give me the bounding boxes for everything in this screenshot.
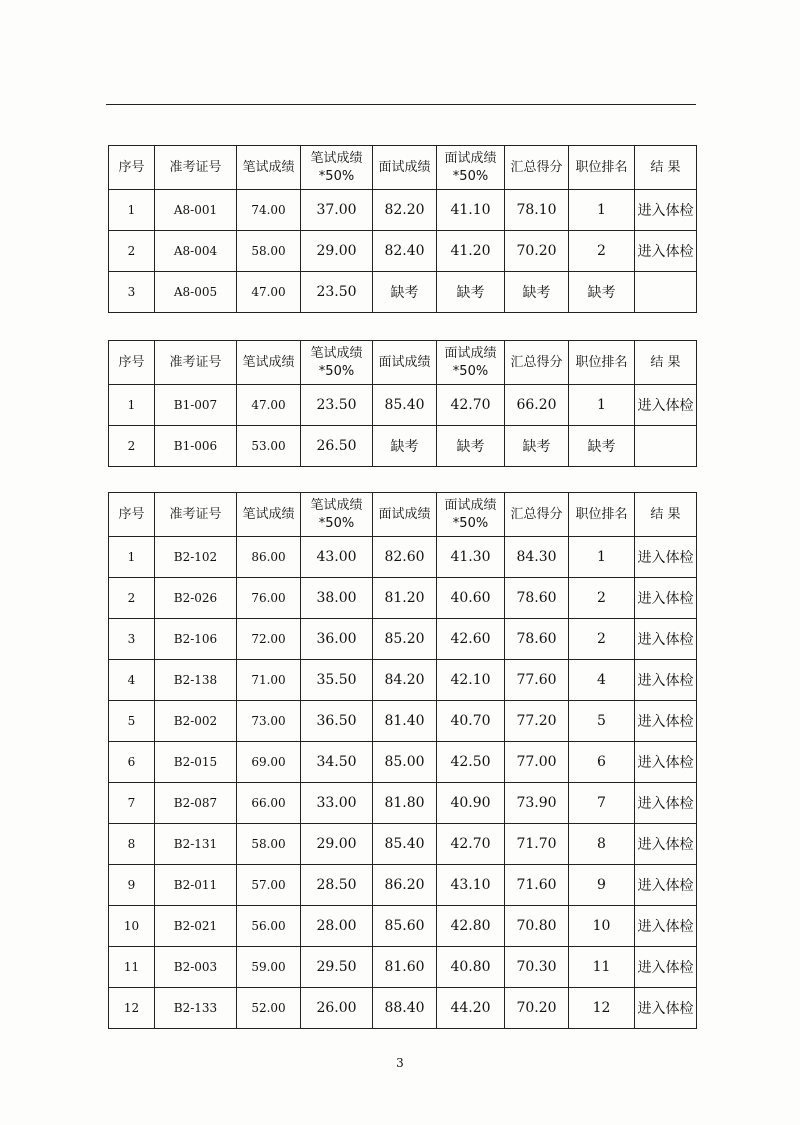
cell-seq: 3 <box>109 272 155 313</box>
cell-seq: 3 <box>109 619 155 660</box>
cell-seq: 1 <box>109 190 155 231</box>
cell-written-weighted: 37.00 <box>301 190 373 231</box>
cell-interview-weighted: 42.60 <box>437 619 505 660</box>
cell-written-score: 59.00 <box>237 947 301 988</box>
header-label: 面试成绩 <box>444 345 497 361</box>
cell-written-weighted: 26.00 <box>301 988 373 1029</box>
header-label: 笔试成绩 <box>310 345 363 361</box>
header-interview-score <box>373 493 437 537</box>
cell-written-score: 56.00 <box>237 906 301 947</box>
header-total-score <box>505 493 569 537</box>
header-row <box>109 146 697 190</box>
cell-written-weighted: 28.50 <box>301 865 373 906</box>
cell-seq: 1 <box>109 385 155 426</box>
header-written-score <box>237 493 301 537</box>
cell-seq: 4 <box>109 660 155 701</box>
table-row <box>109 231 697 272</box>
table-row <box>109 537 697 578</box>
table-row <box>109 783 697 824</box>
cell-total-score: 77.00 <box>505 742 569 783</box>
header-label: 准考证号 <box>169 159 222 175</box>
cell-exam-id: B2-021 <box>155 906 237 947</box>
header-label: 结 果 <box>650 159 681 175</box>
cell-rank: 1 <box>569 190 635 231</box>
header-label: 汇总得分 <box>510 506 563 522</box>
header-written-score <box>237 341 301 385</box>
header-total-score <box>505 146 569 190</box>
cell-written-score: 47.00 <box>237 272 301 313</box>
cell-written-score: 73.00 <box>237 701 301 742</box>
header-label: 面试成绩 <box>444 150 497 166</box>
table-row <box>109 906 697 947</box>
cell-result: 进入体检 <box>635 660 697 701</box>
cell-interview-score: 缺考 <box>373 426 437 467</box>
cell-interview-weighted: 40.60 <box>437 578 505 619</box>
header-label: 笔试成绩 <box>310 497 363 513</box>
header-label: 职位排名 <box>575 506 628 522</box>
cell-seq: 9 <box>109 865 155 906</box>
cell-interview-weighted: 41.20 <box>437 231 505 272</box>
cell-interview-score: 85.00 <box>373 742 437 783</box>
cell-interview-weighted: 42.70 <box>437 824 505 865</box>
cell-total-score: 70.20 <box>505 231 569 272</box>
header-written-weighted <box>301 146 373 190</box>
cell-total-score: 78.60 <box>505 619 569 660</box>
table-row <box>109 865 697 906</box>
cell-written-weighted: 28.00 <box>301 906 373 947</box>
cell-interview-weighted: 42.10 <box>437 660 505 701</box>
header-result <box>635 493 697 537</box>
cell-rank: 5 <box>569 701 635 742</box>
table-row <box>109 272 697 313</box>
cell-seq: 11 <box>109 947 155 988</box>
cell-rank: 1 <box>569 537 635 578</box>
cell-interview-score: 82.40 <box>373 231 437 272</box>
cell-result: 进入体检 <box>635 537 697 578</box>
header-exam-id <box>155 146 237 190</box>
header-rank <box>569 493 635 537</box>
cell-rank: 7 <box>569 783 635 824</box>
cell-result: 进入体检 <box>635 578 697 619</box>
cell-total-score: 73.90 <box>505 783 569 824</box>
header-seq <box>109 146 155 190</box>
header-written-weighted <box>301 341 373 385</box>
header-row <box>109 493 697 537</box>
cell-interview-score: 88.40 <box>373 988 437 1029</box>
cell-interview-score: 86.20 <box>373 865 437 906</box>
cell-seq: 1 <box>109 537 155 578</box>
cell-exam-id: B2-002 <box>155 701 237 742</box>
cell-written-score: 86.00 <box>237 537 301 578</box>
cell-interview-score: 85.20 <box>373 619 437 660</box>
table-row <box>109 824 697 865</box>
header-label-weight: *50% <box>452 168 489 184</box>
cell-written-weighted: 36.00 <box>301 619 373 660</box>
header-seq <box>109 493 155 537</box>
cell-interview-weighted: 41.30 <box>437 537 505 578</box>
cell-result <box>635 272 697 313</box>
header-label: 序号 <box>118 506 145 522</box>
cell-seq: 2 <box>109 231 155 272</box>
header-label: 笔试成绩 <box>310 150 363 166</box>
header-label: 汇总得分 <box>510 159 563 175</box>
cell-interview-weighted: 44.20 <box>437 988 505 1029</box>
cell-result <box>635 426 697 467</box>
table-row <box>109 578 697 619</box>
cell-exam-id: A8-004 <box>155 231 237 272</box>
cell-interview-score: 81.80 <box>373 783 437 824</box>
header-label: 结 果 <box>650 506 681 522</box>
cell-result: 进入体检 <box>635 865 697 906</box>
header-label: 职位排名 <box>575 354 628 370</box>
header-label: 笔试成绩 <box>242 159 295 175</box>
cell-interview-score: 84.20 <box>373 660 437 701</box>
cell-seq: 6 <box>109 742 155 783</box>
cell-interview-score: 85.60 <box>373 906 437 947</box>
cell-result: 进入体检 <box>635 385 697 426</box>
cell-rank: 1 <box>569 385 635 426</box>
table-row <box>109 426 697 467</box>
header-rule <box>106 104 696 105</box>
table-row <box>109 385 697 426</box>
header-label: 面试成绩 <box>378 506 431 522</box>
cell-interview-weighted: 40.80 <box>437 947 505 988</box>
cell-rank: 6 <box>569 742 635 783</box>
cell-written-weighted: 29.50 <box>301 947 373 988</box>
header-total-score <box>505 341 569 385</box>
cell-seq: 12 <box>109 988 155 1029</box>
cell-rank: 缺考 <box>569 426 635 467</box>
cell-written-score: 52.00 <box>237 988 301 1029</box>
table-row <box>109 988 697 1029</box>
header-result <box>635 341 697 385</box>
header-interview-score <box>373 146 437 190</box>
cell-exam-id: A8-005 <box>155 272 237 313</box>
cell-total-score: 78.10 <box>505 190 569 231</box>
header-label: 笔试成绩 <box>242 354 295 370</box>
cell-written-score: 69.00 <box>237 742 301 783</box>
header-label: 面试成绩 <box>378 354 431 370</box>
cell-written-weighted: 23.50 <box>301 385 373 426</box>
header-result <box>635 146 697 190</box>
header-exam-id <box>155 341 237 385</box>
cell-total-score: 缺考 <box>505 272 569 313</box>
cell-seq: 2 <box>109 426 155 467</box>
cell-written-weighted: 29.00 <box>301 231 373 272</box>
score-table-b1 <box>108 340 697 467</box>
cell-exam-id: A8-001 <box>155 190 237 231</box>
header-label-weight: *50% <box>452 515 489 531</box>
cell-interview-weighted: 42.50 <box>437 742 505 783</box>
cell-written-score: 71.00 <box>237 660 301 701</box>
header-label-weight: *50% <box>318 363 355 379</box>
cell-written-weighted: 38.00 <box>301 578 373 619</box>
header-label: 笔试成绩 <box>242 506 295 522</box>
header-row <box>109 341 697 385</box>
header-label-weight: *50% <box>318 168 355 184</box>
header-interview-score <box>373 341 437 385</box>
score-table-b2 <box>108 492 697 1029</box>
cell-written-score: 57.00 <box>237 865 301 906</box>
cell-total-score: 77.60 <box>505 660 569 701</box>
cell-interview-weighted: 缺考 <box>437 272 505 313</box>
cell-exam-id: B2-087 <box>155 783 237 824</box>
cell-interview-weighted: 43.10 <box>437 865 505 906</box>
cell-interview-score: 82.20 <box>373 190 437 231</box>
cell-seq: 2 <box>109 578 155 619</box>
cell-written-weighted: 36.50 <box>301 701 373 742</box>
cell-written-score: 47.00 <box>237 385 301 426</box>
cell-exam-id: B2-026 <box>155 578 237 619</box>
cell-rank: 8 <box>569 824 635 865</box>
cell-result: 进入体检 <box>635 742 697 783</box>
cell-written-score: 58.00 <box>237 231 301 272</box>
cell-exam-id: B2-015 <box>155 742 237 783</box>
cell-result: 进入体检 <box>635 783 697 824</box>
cell-exam-id: B2-138 <box>155 660 237 701</box>
cell-total-score: 71.60 <box>505 865 569 906</box>
cell-written-score: 58.00 <box>237 824 301 865</box>
cell-exam-id: B2-131 <box>155 824 237 865</box>
cell-total-score: 66.20 <box>505 385 569 426</box>
cell-interview-score: 82.60 <box>373 537 437 578</box>
cell-rank: 2 <box>569 578 635 619</box>
table-row <box>109 701 697 742</box>
cell-written-weighted: 26.50 <box>301 426 373 467</box>
cell-interview-score: 缺考 <box>373 272 437 313</box>
cell-written-score: 76.00 <box>237 578 301 619</box>
cell-total-score: 77.20 <box>505 701 569 742</box>
header-label: 序号 <box>118 159 145 175</box>
cell-result: 进入体检 <box>635 988 697 1029</box>
cell-interview-score: 85.40 <box>373 385 437 426</box>
cell-interview-score: 81.20 <box>373 578 437 619</box>
cell-total-score: 70.30 <box>505 947 569 988</box>
header-rank <box>569 146 635 190</box>
cell-written-score: 53.00 <box>237 426 301 467</box>
page-number: 3 <box>396 1056 404 1070</box>
cell-total-score: 70.20 <box>505 988 569 1029</box>
header-rank <box>569 341 635 385</box>
cell-total-score: 70.80 <box>505 906 569 947</box>
cell-interview-weighted: 42.80 <box>437 906 505 947</box>
cell-result: 进入体检 <box>635 824 697 865</box>
cell-seq: 7 <box>109 783 155 824</box>
cell-result: 进入体检 <box>635 190 697 231</box>
cell-total-score: 71.70 <box>505 824 569 865</box>
header-label-weight: *50% <box>452 363 489 379</box>
cell-interview-weighted: 40.70 <box>437 701 505 742</box>
cell-exam-id: B1-006 <box>155 426 237 467</box>
cell-total-score: 78.60 <box>505 578 569 619</box>
cell-written-weighted: 33.00 <box>301 783 373 824</box>
cell-rank: 11 <box>569 947 635 988</box>
cell-seq: 8 <box>109 824 155 865</box>
header-label-weight: *50% <box>318 515 355 531</box>
header-written-weighted <box>301 493 373 537</box>
cell-written-weighted: 43.00 <box>301 537 373 578</box>
header-label: 序号 <box>118 354 145 370</box>
cell-exam-id: B2-003 <box>155 947 237 988</box>
header-label: 结 果 <box>650 354 681 370</box>
score-table-a8 <box>108 145 697 313</box>
cell-result: 进入体检 <box>635 619 697 660</box>
cell-rank: 2 <box>569 231 635 272</box>
cell-interview-score: 81.60 <box>373 947 437 988</box>
header-label: 面试成绩 <box>378 159 431 175</box>
table-row <box>109 947 697 988</box>
cell-interview-weighted: 42.70 <box>437 385 505 426</box>
header-label: 准考证号 <box>169 354 222 370</box>
cell-written-score: 66.00 <box>237 783 301 824</box>
header-exam-id <box>155 493 237 537</box>
cell-exam-id: B2-011 <box>155 865 237 906</box>
cell-exam-id: B1-007 <box>155 385 237 426</box>
cell-interview-score: 85.40 <box>373 824 437 865</box>
header-label: 准考证号 <box>169 506 222 522</box>
cell-written-weighted: 35.50 <box>301 660 373 701</box>
cell-interview-weighted: 41.10 <box>437 190 505 231</box>
cell-written-score: 74.00 <box>237 190 301 231</box>
header-interview-weighted <box>437 341 505 385</box>
table-row <box>109 619 697 660</box>
cell-written-weighted: 29.00 <box>301 824 373 865</box>
cell-total-score: 84.30 <box>505 537 569 578</box>
cell-rank: 10 <box>569 906 635 947</box>
cell-written-weighted: 34.50 <box>301 742 373 783</box>
header-written-score <box>237 146 301 190</box>
cell-interview-score: 81.40 <box>373 701 437 742</box>
cell-total-score: 缺考 <box>505 426 569 467</box>
cell-exam-id: B2-133 <box>155 988 237 1029</box>
header-seq <box>109 341 155 385</box>
cell-exam-id: B2-106 <box>155 619 237 660</box>
cell-written-score: 72.00 <box>237 619 301 660</box>
cell-interview-weighted: 缺考 <box>437 426 505 467</box>
table-row <box>109 742 697 783</box>
cell-result: 进入体检 <box>635 906 697 947</box>
cell-exam-id: B2-102 <box>155 537 237 578</box>
table-row <box>109 190 697 231</box>
cell-seq: 10 <box>109 906 155 947</box>
cell-rank: 9 <box>569 865 635 906</box>
header-interview-weighted <box>437 146 505 190</box>
cell-written-weighted: 23.50 <box>301 272 373 313</box>
header-label: 职位排名 <box>575 159 628 175</box>
cell-interview-weighted: 40.90 <box>437 783 505 824</box>
cell-result: 进入体检 <box>635 701 697 742</box>
cell-rank: 缺考 <box>569 272 635 313</box>
cell-result: 进入体检 <box>635 947 697 988</box>
header-label: 面试成绩 <box>444 497 497 513</box>
cell-rank: 2 <box>569 619 635 660</box>
table-row <box>109 660 697 701</box>
cell-rank: 4 <box>569 660 635 701</box>
cell-result: 进入体检 <box>635 231 697 272</box>
cell-rank: 12 <box>569 988 635 1029</box>
header-interview-weighted <box>437 493 505 537</box>
header-label: 汇总得分 <box>510 354 563 370</box>
cell-seq: 5 <box>109 701 155 742</box>
